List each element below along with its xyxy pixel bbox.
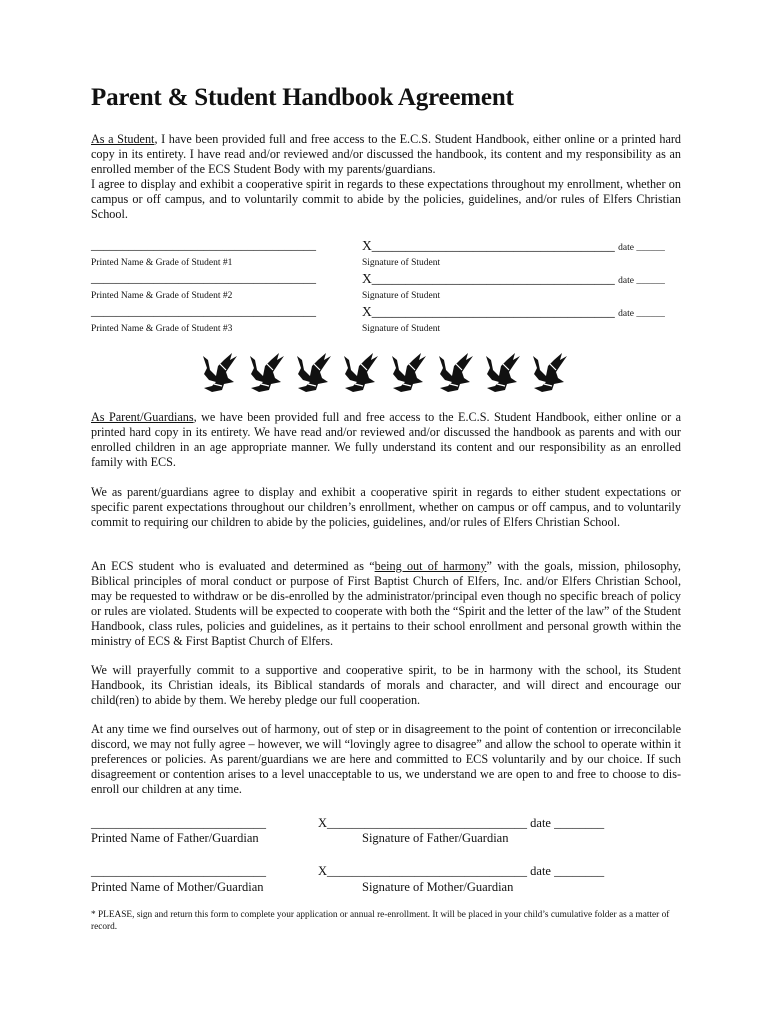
parent-paragraph-1: As Parent/Guardians, we have been provided full and free access to the E.C.S. Student Handbook, either online or a printed hard copy in its entirety. We have read and/or reviewed and/or discussed the handbook as parents and with our enrolled children in an age appropriate manner. We fully understand its content and our responsibility as an enrolled family with ECS. [91,410,681,469]
page-title: Parent & Student Handbook Agreement [91,84,514,111]
student-3-signature-label: Signature of Student [362,324,441,334]
eagle-icon [389,350,429,394]
mother-signature-label: Signature of Mother/Guardian [362,880,514,894]
eagle-icon [247,350,287,394]
parent-lead: As Parent/Guardians [91,410,194,424]
eagle-divider [200,350,570,394]
eagle-icon [530,350,570,394]
student-1-name-line[interactable]: ____________________________________ [91,238,316,252]
student-2-name-label: Printed Name & Grade of Student #2 [91,291,233,301]
student-2-signature-label: Signature of Student [362,291,441,301]
student-3-signature-line[interactable]: X____________________________________ date ______ [362,304,665,319]
father-name-line[interactable]: ____________________________ [91,816,266,830]
student-1-signature-line[interactable]: X____________________________________ date ______ [362,238,665,253]
father-name-label: Printed Name of Father/Guardian [91,831,259,845]
eagle-icon [483,350,523,394]
student-1-name-label: Printed Name & Grade of Student #1 [91,258,233,268]
mother-name-line[interactable]: ____________________________ [91,864,266,878]
parent-paragraph-4: We will prayerfully commit to a supportive and cooperative spirit, to be in harmony with the school, its Student Handbook, its Christian ideals, its Biblical standards of morals and character, and will direct and encourage our child(ren) to abide by them. We hereby pledge our full cooperation. [91,663,681,707]
mother-signature-line[interactable]: X________________________________ date ________ [318,864,605,878]
parent-paragraph-5: At any time we find ourselves out of harmony, out of step or in disagreement to the point of contention or irreconcilable discord, we may not fully agree – however, we will “lovingly agree to disagree” and allow the school to operate within it preferences or policies. As parent/guardians we are here and committed to ECS voluntarily and by our choice. If such disagreement or contention arises to a level unacceptable to us, we understand we are open to and free to choose to dis-enroll our children at any time. [91,722,681,796]
mother-name-label: Printed Name of Mother/Guardian [91,880,264,894]
father-signature-label: Signature of Father/Guardian [362,831,509,845]
student-1-signature-label: Signature of Student [362,258,441,268]
student-3-name-label: Printed Name & Grade of Student #3 [91,324,233,334]
footnote: * PLEASE, sign and return this form to complete your application or annual re-enrollment. It will be placed in your child’s cumulative folder as a matter of record. [91,910,670,932]
eagle-icon [341,350,381,394]
student-3-name-line[interactable]: ____________________________________ [91,304,316,318]
eagle-icon [200,350,240,394]
eagle-icon [294,350,334,394]
student-paragraph-1: As a Student, I have been provided full and free access to the E.C.S. Student Handbook, either online or a printed hard copy in its entirety. I have read and/or reviewed and/or discussed the handbook, its content and my responsibility as an enrolled member of the ECS Student Body with my parents/guardians. [91,132,682,176]
parent-paragraph-2: We as parent/guardians agree to display and exhibit a cooperative spirit in regards to either student expectations or specific parent expectations throughout our children’s enrollment, whether on campus or off campus, and to voluntarily commit to requiring our children to abide by the policies, guidelines, and/or rules of Elfers Christian School. [91,485,681,529]
eagle-icon [436,350,476,394]
student-2-signature-line[interactable]: X____________________________________ date ______ [362,271,665,286]
student-paragraph-2: I agree to display and exhibit a cooperative spirit in regards to these expectations throughout my enrollment, whether on campus or off campus, and to voluntarily commit to abide by the policies, guidelines, and/or rules of Elfers Christian School. [91,177,681,221]
student-2-name-line[interactable]: ____________________________________ [91,271,316,285]
parent-paragraph-3: An ECS student who is evaluated and determined as “being out of harmony” with the goals, mission, philosophy, Biblical principles of moral conduct or purpose of First Baptist Church of Elfers, Inc. and/or Elfers Christian School, may be requested to withdraw or be dis-enrolled by the administrator/principal even though no specific breach of policy or rules are violated. Students will be expected to cooperate with both the “Spirit and the letter of the law” of the Student Handbook, class rules, policies and guidelines, as it pertains to their school enrollment and personal growth within the ministry of ECS & First Baptist Church of Elfers. [91,559,681,648]
student-lead: As a Student [91,132,155,146]
father-signature-line[interactable]: X________________________________ date ________ [318,816,605,830]
